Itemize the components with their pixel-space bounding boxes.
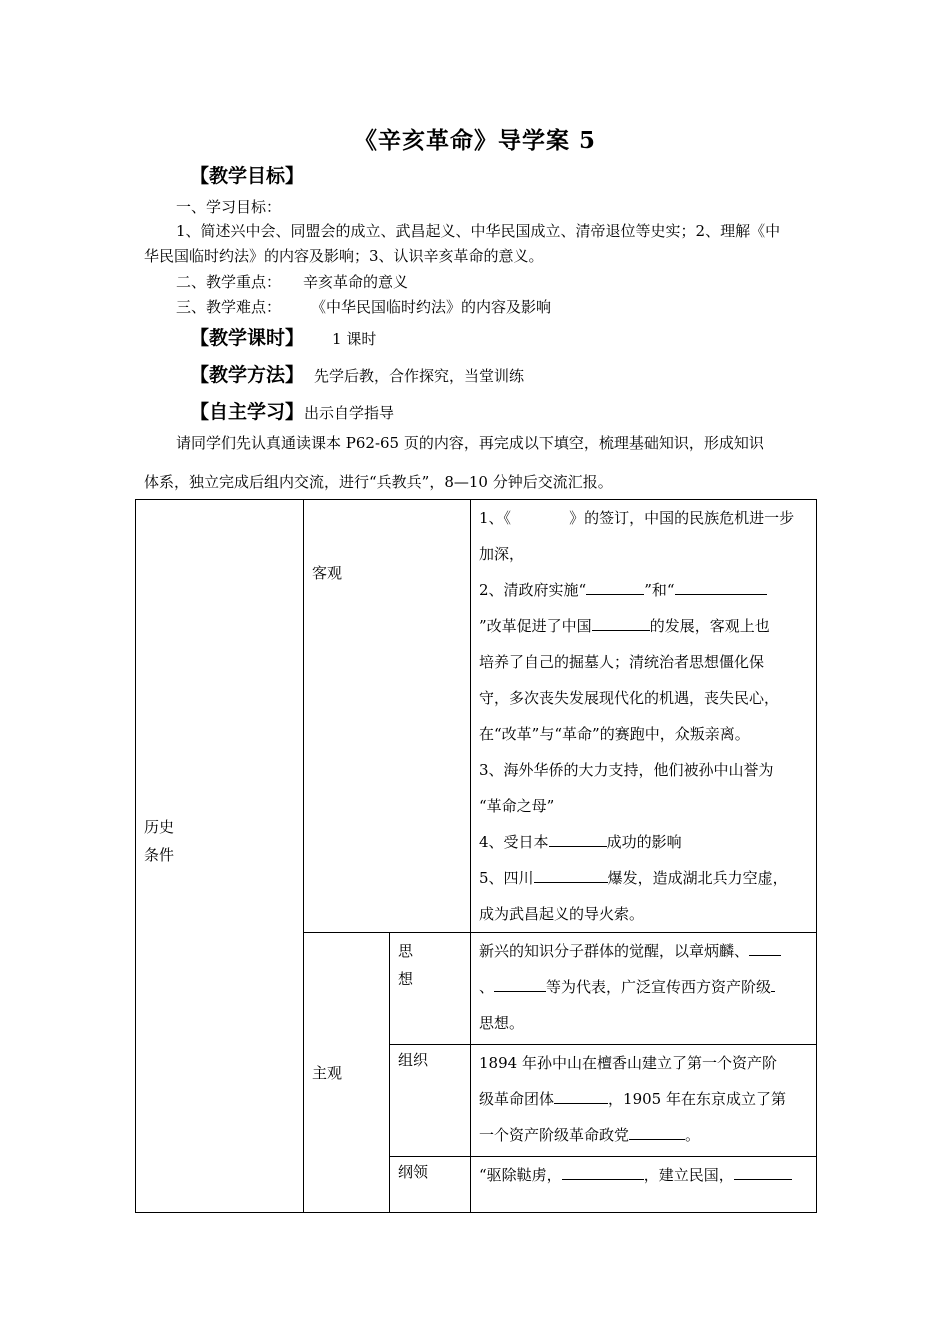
learning-goals-label: 一、学习目标： bbox=[176, 198, 282, 216]
teaching-methods-heading: 【教学方法】 bbox=[190, 364, 305, 386]
objective-cell bbox=[304, 500, 471, 933]
learning-goals-text-1: 1、简述兴中会、同盟会的成立、武昌起义、中华民国成立、清帝退位等史实；2、理解《中 bbox=[176, 222, 781, 240]
subjective-label: 主观 bbox=[312, 1064, 343, 1082]
teaching-hours-heading: 【教学课时】 bbox=[190, 327, 305, 349]
objective-content: 1、《 》的签订，中国的民族危机进一步 加深， 2、清政府实施“ ”和“ ”改革促进了中国 的发展，客观上也 培养了自己的掘墓人；清统治者思想僵化保 守，多次丧失发展现代化的机遇，丧失民心， 在“改革”与“革命”的赛跑中，众叛亲离。 3、海外华侨的大力支持，他们被孙中山誉为 “革命之母” 4、受日本 成功的影响 5、四川 爆发，造成湖北兵力空虚， 成为武昌起义的导火索。 bbox=[471, 500, 817, 933]
program-label-cell bbox=[390, 1157, 471, 1213]
program-content: “驱除鞑虏， ，建立民国， bbox=[471, 1157, 817, 1213]
fill-blank[interactable] bbox=[494, 975, 546, 992]
fill-blank[interactable] bbox=[734, 1163, 792, 1180]
key-point-value: 辛亥革命的意义 bbox=[303, 273, 409, 291]
thought-label-cell bbox=[390, 933, 471, 1045]
teaching-hours-row bbox=[190, 323, 376, 350]
key-point-label: 二、教学重点： bbox=[176, 273, 282, 291]
fill-blank[interactable] bbox=[549, 830, 607, 847]
organization-label-cell bbox=[390, 1045, 471, 1157]
fill-blank[interactable] bbox=[562, 1163, 644, 1180]
fill-blank[interactable] bbox=[749, 939, 781, 956]
key-point-row bbox=[176, 271, 408, 292]
study-table bbox=[135, 499, 817, 1213]
fill-blank[interactable] bbox=[554, 1087, 608, 1104]
thought-label-2: 想 bbox=[398, 970, 414, 988]
fill-blank[interactable] bbox=[534, 866, 608, 883]
self-study-intro-1: 请同学们先认真通读课本 P62-65 页的内容，再完成以下填空，梳理基础知识，形成知识 bbox=[176, 434, 764, 452]
learning-goals-text-2: 华民国临时约法》的内容及影响；3、认识辛亥革命的意义。 bbox=[144, 247, 544, 265]
teaching-goals-heading: 【教学目标】 bbox=[190, 165, 305, 187]
difficulty-row bbox=[176, 296, 551, 317]
self-study-value: 出示自学指导 bbox=[304, 404, 395, 422]
teaching-hours-value: 1 课时 bbox=[332, 330, 377, 348]
historical-conditions-label-2: 条件 bbox=[144, 846, 175, 864]
self-study-intro-2: 体系，独立完成后组内交流，进行“兵教兵”，8—10 分钟后交流汇报。 bbox=[144, 473, 613, 491]
fill-blank[interactable] bbox=[592, 614, 650, 631]
teaching-methods-row bbox=[190, 360, 524, 387]
self-study-heading: 【自主学习】 bbox=[190, 401, 305, 423]
self-study-row bbox=[190, 397, 394, 424]
teaching-methods-value: 先学后教，合作探究，当堂训练 bbox=[314, 367, 525, 385]
difficulty-label: 三、教学难点： bbox=[176, 298, 282, 316]
difficulty-value: 《中华民国临时约法》的内容及影响 bbox=[311, 298, 552, 316]
organization-content: 1894 年孙中山在檀香山建立了第一个资产阶 级革命团体 ，1905 年在东京成立了第 一个资产阶级革命政党 。 bbox=[471, 1045, 817, 1157]
document-title: 《辛亥革命》导学案 5 bbox=[353, 127, 596, 154]
thought-content: 新兴的知识分子群体的觉醒，以章炳麟、 、 等为代表，广泛宣传西方资产阶级 思想。 bbox=[471, 933, 817, 1045]
thought-label-1: 思 bbox=[398, 942, 414, 960]
fill-blank[interactable] bbox=[675, 578, 767, 595]
fill-blank[interactable] bbox=[771, 975, 775, 992]
historical-conditions-label-1: 历史 bbox=[144, 818, 175, 836]
objective-label: 客观 bbox=[312, 564, 343, 582]
organization-label: 组织 bbox=[398, 1051, 429, 1069]
fill-blank[interactable] bbox=[629, 1123, 685, 1140]
program-label: 纲领 bbox=[398, 1163, 429, 1181]
historical-conditions-cell bbox=[136, 500, 304, 1213]
subjective-cell bbox=[304, 933, 390, 1213]
fill-blank[interactable] bbox=[586, 578, 644, 595]
